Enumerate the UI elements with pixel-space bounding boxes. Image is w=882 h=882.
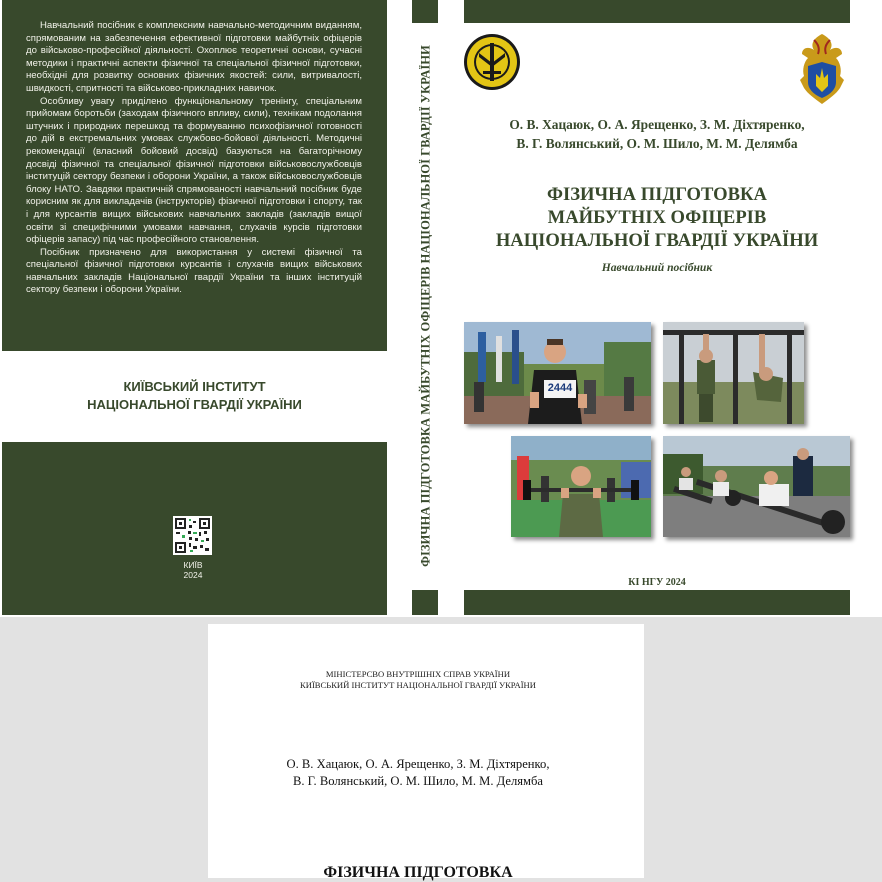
authors-line: В. Г. Волянський, О. М. Шило, М. М. Делямба xyxy=(292,774,543,788)
spine-bottom-band xyxy=(412,590,438,615)
authors-line: В. Г. Волянський, О. М. Шило, М. М. Делямба xyxy=(516,135,798,151)
ministry-line: МІНІСТЕРСВО ВНУТРІШНІХ СПРАВ УКРАЇНИ xyxy=(325,669,511,679)
year-label: 2024 xyxy=(183,570,203,580)
national-guard-emblem-icon xyxy=(796,32,848,106)
title-page xyxy=(208,624,644,878)
spine-top-band xyxy=(412,0,438,23)
ministry-line: КИЇВСЬКИЙ ІНСТИТУТ НАЦІОНАЛЬНОЇ ГВАРДІЇ УКРАЇНИ xyxy=(300,680,536,690)
photo-rowing xyxy=(663,436,850,537)
back-cover-imprint xyxy=(150,560,236,580)
title-page-authors xyxy=(208,756,628,790)
front-cover-top-band xyxy=(464,0,850,23)
title-line: НАЦІОНАЛЬНОЇ ГВАРДІЇ УКРАЇНИ xyxy=(495,230,819,251)
front-cover-publisher: КІ НГУ 2024 xyxy=(628,577,686,588)
authors-line: О. В. Хацаюк, О. А. Ярещенко, З. М. Діхтяренко, xyxy=(286,757,550,771)
annotation-paragraph: Посібник призначено для використання у системі фізичної та спеціальної фізичної підготовки курсантів і слухачів вищих військових навчальних закладів Національної гвардії України та інших інституцій сектору безпеки і оборони України. xyxy=(26,246,362,296)
title-line: МАЙБУТНІХ ОФІЦЕРІВ xyxy=(547,207,767,228)
bib-number: 2444 xyxy=(547,382,573,394)
front-cover-authors xyxy=(464,116,850,153)
authors-line: О. В. Хацаюк, О. А. Ярещенко, З. М. Діхтяренко, xyxy=(509,117,805,132)
back-cover-institute xyxy=(2,378,387,414)
title-page-ministry xyxy=(208,669,628,691)
city-label: КИЇВ xyxy=(183,560,203,570)
front-cover-bottom-band xyxy=(464,590,850,615)
qr-code-icon[interactable] xyxy=(173,516,212,555)
annotation-paragraph: Навчальний посібник є комплексним навчально-методичним виданням, спрямованим на забезпечення ефективної підготовки майбутніх офіцерів до військово-професійної діяльності. Охоплює теоретичні основи, сучасні методики і практичні аспекти фізичної та спеціальної фізичної підготовки, необхідні для розвитку основних фізичних якостей: сили, витривалості, швидкості, спритності та військово-прикладних навичок. xyxy=(26,20,362,94)
title-line: ФІЗИЧНА ПІДГОТОВКА xyxy=(547,184,767,205)
photo-pullups xyxy=(663,322,804,424)
title-page-title: ФІЗИЧНА ПІДГОТОВКА xyxy=(323,864,513,881)
photo-weightlifter xyxy=(511,436,651,537)
spine-title: ФІЗИЧНА ПІДГОТОВКА МАЙБУТНІХ ОФІЦЕРІВ НАЦІОНАЛЬНОЇ ГВАРДІЇ УКРАЇНИ xyxy=(418,45,433,567)
front-cover-title xyxy=(464,183,850,252)
front-cover-subtitle: Навчальний посібник xyxy=(601,261,713,274)
institute-line: КИЇВСЬКИЙ ІНСТИТУТ xyxy=(123,379,266,394)
photo-runner xyxy=(464,322,651,424)
back-cover-annotation xyxy=(26,20,362,297)
institute-emblem-icon xyxy=(463,33,521,91)
institute-line: НАЦІОНАЛЬНОЇ ГВАРДІЇ УКРАЇНИ xyxy=(87,397,302,412)
annotation-paragraph: Особливу увагу приділено функціональному тренінгу, спеціальним прийомам боротьби (заходам фізичного впливу, сили), технікам подолання штучних і природних перешкод та формуванню психофізичної готовності до дій в екстремальних умовах службово-бойової діяльності. Методичні рекомендації (власний бойовий досвід) базуються на багаторічному досвіді фізичної та спеціальної фізичної підготовки військовослужбовців інституцій сектору безпеки і оборони України, а також військовослужбовців блоку НАТО. Завдяки практичній спрямованості навчальний посібник буде корисним як для викладачів (інструкторів) фізичної підготовки і спорту, так і для курсантів вищих військових навчальних закладів (закладів вищої освіти зі специфічними умовами навчання, слухачів курсів підготовки офіцерів запасу) під час професійного становлення. xyxy=(26,95,362,246)
